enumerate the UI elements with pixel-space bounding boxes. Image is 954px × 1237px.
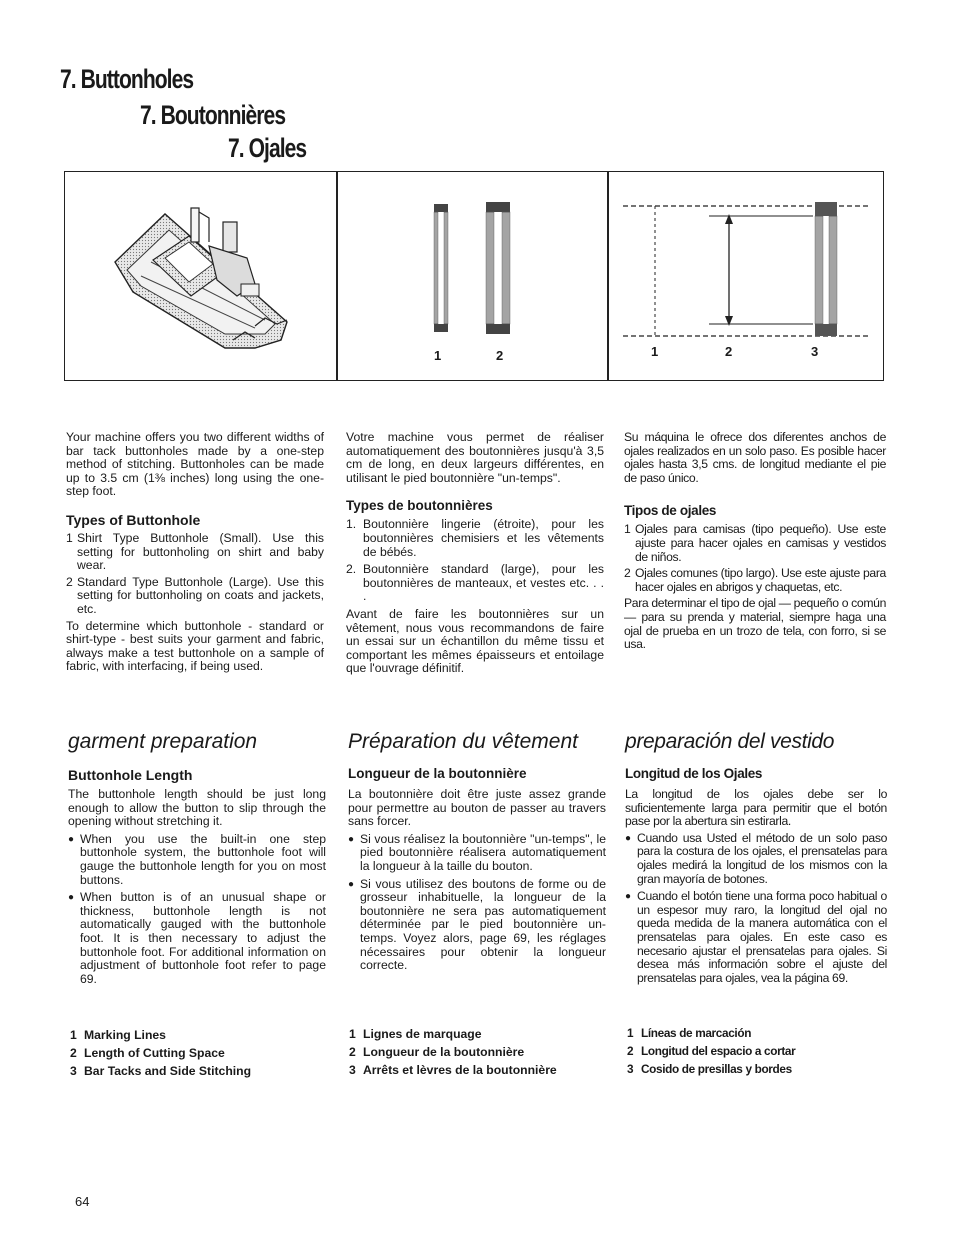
buttonhole-foot-illustration (105, 200, 305, 360)
list-item: 2 Standard Type Buttonhole (Large). Use this setting for buttonholing on coats and jackets, etc. (66, 574, 324, 616)
french-length-heading: Longueur de la boutonnière (348, 766, 527, 781)
title-english: 7. Buttonholes (60, 64, 194, 94)
bullet-item: ● When you use the built-in one step buttonhole system, the buttonhole foot will gauge the buttonhole length for you on most buttons. (68, 831, 326, 887)
spanish-length-intro: La longitud de los ojales debe ser lo suficientemente larga para permitir que el botón pase por la abertura sin estirarla. (625, 787, 887, 829)
legend-item: 1 Líneas de marcación (627, 1026, 752, 1040)
spanish-types-heading: Tipos de ojales (624, 503, 717, 519)
english-determine: To determine which buttonhole - standard or shirt-type - best suits your garment and fabric, always make a test buttonhole on a sample of fabric, with interfacing, if being used. (66, 618, 324, 674)
english-length-heading: Buttonhole Length (68, 767, 193, 783)
spanish-section-title: preparación del vestido (625, 730, 835, 753)
spanish-intro: Su máquina le ofrece dos diferentes anchos de ojales realizados en un solo paso. Es posible hacer ojales hasta 3,5 cms. de longitud mediante el pie de paso único. (624, 430, 886, 485)
legend-item: 1 Marking Lines (70, 1028, 166, 1042)
figure-label-1: 1 (651, 344, 659, 359)
legend-item: 1 Lignes de marquage (349, 1027, 482, 1041)
title-spanish: 7. Ojales (228, 133, 307, 163)
legend-item: 3 Bar Tacks and Side Stitching (70, 1063, 252, 1078)
english-types-heading: Types of Buttonhole (66, 511, 201, 528)
bullet-item: ● Si vous utilisez des boutons de forme ou de grosseur inhabituelle, la longueur de la boutonnière ne sera pas automatiquement déterminée par le pied boutonnière un-temps. Voyez alors, page 69, les réglages nécessaires pour obtenir la longueur correcte. (348, 876, 606, 973)
spanish-legend (627, 1025, 795, 1078)
page-number: 64 (75, 1194, 90, 1209)
legend-item: 2 Longitud del espacio a cortar (627, 1043, 796, 1058)
list-item: 1 Shirt Type Buttonhole (Small). Use this setting for buttonholing on shirt and baby wear. (66, 530, 324, 573)
buttonhole-length-diagram (617, 196, 877, 346)
english-section-title: garment preparation (68, 730, 258, 753)
legend-item: 3 Cosido de presillas y bordes (627, 1061, 792, 1076)
list-item: 1. Boutonnière lingerie (étroite), pour les boutonnières chemisiers et les vêtements de bébés. (346, 517, 604, 559)
bullet-item: ● When button is of an unusual shape or thickness, buttonhole length is not automatically gauged with the buttonhole foot. It is then necessary to adjust the buttonhole foot. For additional information on adjustment of buttonhole foot refer to page 69. (68, 890, 326, 986)
panel-divider (607, 172, 609, 380)
english-preparation-column (68, 729, 326, 986)
legend-item: 2 Length of Cutting Space (70, 1045, 225, 1060)
french-intro-column (346, 431, 604, 676)
bullet-item: ● Si vous réalisez la boutonnière "un-temps", le pied boutonnière réalisera automatiquement la longueur à la taille du bouton. (348, 831, 606, 873)
english-intro-column (66, 431, 324, 674)
legend-item: 2 Longueur de la boutonnière (349, 1044, 525, 1059)
bullet-item: ● Cuando el botón tiene una forma poco habitual o un espesor muy raro, la longitud del ojal no queda medida de la manera automática con el prensatelas para ojales. En este caso es necesario ajustar el prensatelas para ojales. Si desea más información sobre el ajuste del prensatelas para ojales, vea la página 69. (625, 889, 887, 985)
bullet-icon: ● (348, 833, 355, 845)
list-item: 2 Ojales comunes (tipo largo). Use este ajuste para hacer ojales en abrigos y chaquetas, etc. (624, 566, 886, 594)
french-determine: Avant de faire les boutonnières sur un vêtement, nous vous recommandons de faire un essai sur un échantillon du même tissu et comportant les mêmes épaisseurs et entoilage que l'ouvrage définitif. (346, 606, 604, 676)
french-preparation-column (348, 729, 606, 973)
figure-label-2: 2 (725, 344, 733, 359)
english-length-intro: The buttonhole length should be just long enough to allow the button to slip through the opening without stretching it. (68, 787, 326, 829)
figure-label-2: 2 (496, 348, 504, 363)
bullet-icon: ● (625, 891, 631, 903)
spanish-determine: Para determinar el tipo de ojal — pequeño o común — para su prenda y material, siempre haga una ojal de prueba en un trozo de tela, con forro, si se usa. (624, 596, 886, 652)
panel-divider (336, 172, 338, 380)
list-item: 2. Boutonnière standard (large), pour les boutonnières de manteaux, et vestes etc. . . . (346, 562, 604, 604)
bullet-icon: ● (348, 878, 355, 890)
french-intro: Votre machine vous permet de réaliser automatiquement des boutonnières jusqu'à 3,5 cm de long, en deux largeurs différentes, en utilisant le pied boutonnière "un-temps". (346, 430, 604, 485)
spanish-length-heading: Longitud de los Ojales (625, 766, 763, 781)
buttonhole-widths-diagram (420, 200, 530, 342)
list-item: 1 Ojales para camisas (tipo pequeño). Use este ajuste para hacer ojales en camisas y vestidos de niños. (624, 522, 886, 564)
french-types-heading: Types de boutonnières (346, 498, 493, 514)
figure-label-3: 3 (811, 344, 819, 359)
french-length-intro: La boutonnière doit être juste assez grande pour permettre au bouton de passer au travers sans forcer. (348, 787, 606, 829)
figure-label-1: 1 (434, 348, 442, 363)
bullet-icon: ● (68, 892, 75, 904)
spanish-preparation-column (625, 729, 887, 985)
figure-panel (64, 171, 884, 381)
bullet-icon: ● (68, 833, 75, 845)
french-section-title: Préparation du vêtement (348, 730, 578, 753)
english-legend (70, 1027, 251, 1080)
legend-item: 3 Arrêts et lèvres de la boutonnière (349, 1062, 557, 1077)
title-french: 7. Boutonnières (140, 100, 286, 130)
bullet-item: ● Cuando usa Usted el método de un solo paso para la costura de los ojales, el prensatelas para ojales medirá la longitud de los mismos con la gran mayoría de botones. (625, 830, 887, 886)
bullet-icon: ● (625, 832, 631, 844)
spanish-intro-column (624, 431, 886, 652)
english-intro: Your machine offers you two different widths of bar tack buttonholes made by a one-step method of stitching. Buttonholes can be made up to 3.5 cm (1⅜ inches) long using the one-step foot. (66, 430, 324, 499)
french-legend (349, 1026, 557, 1079)
